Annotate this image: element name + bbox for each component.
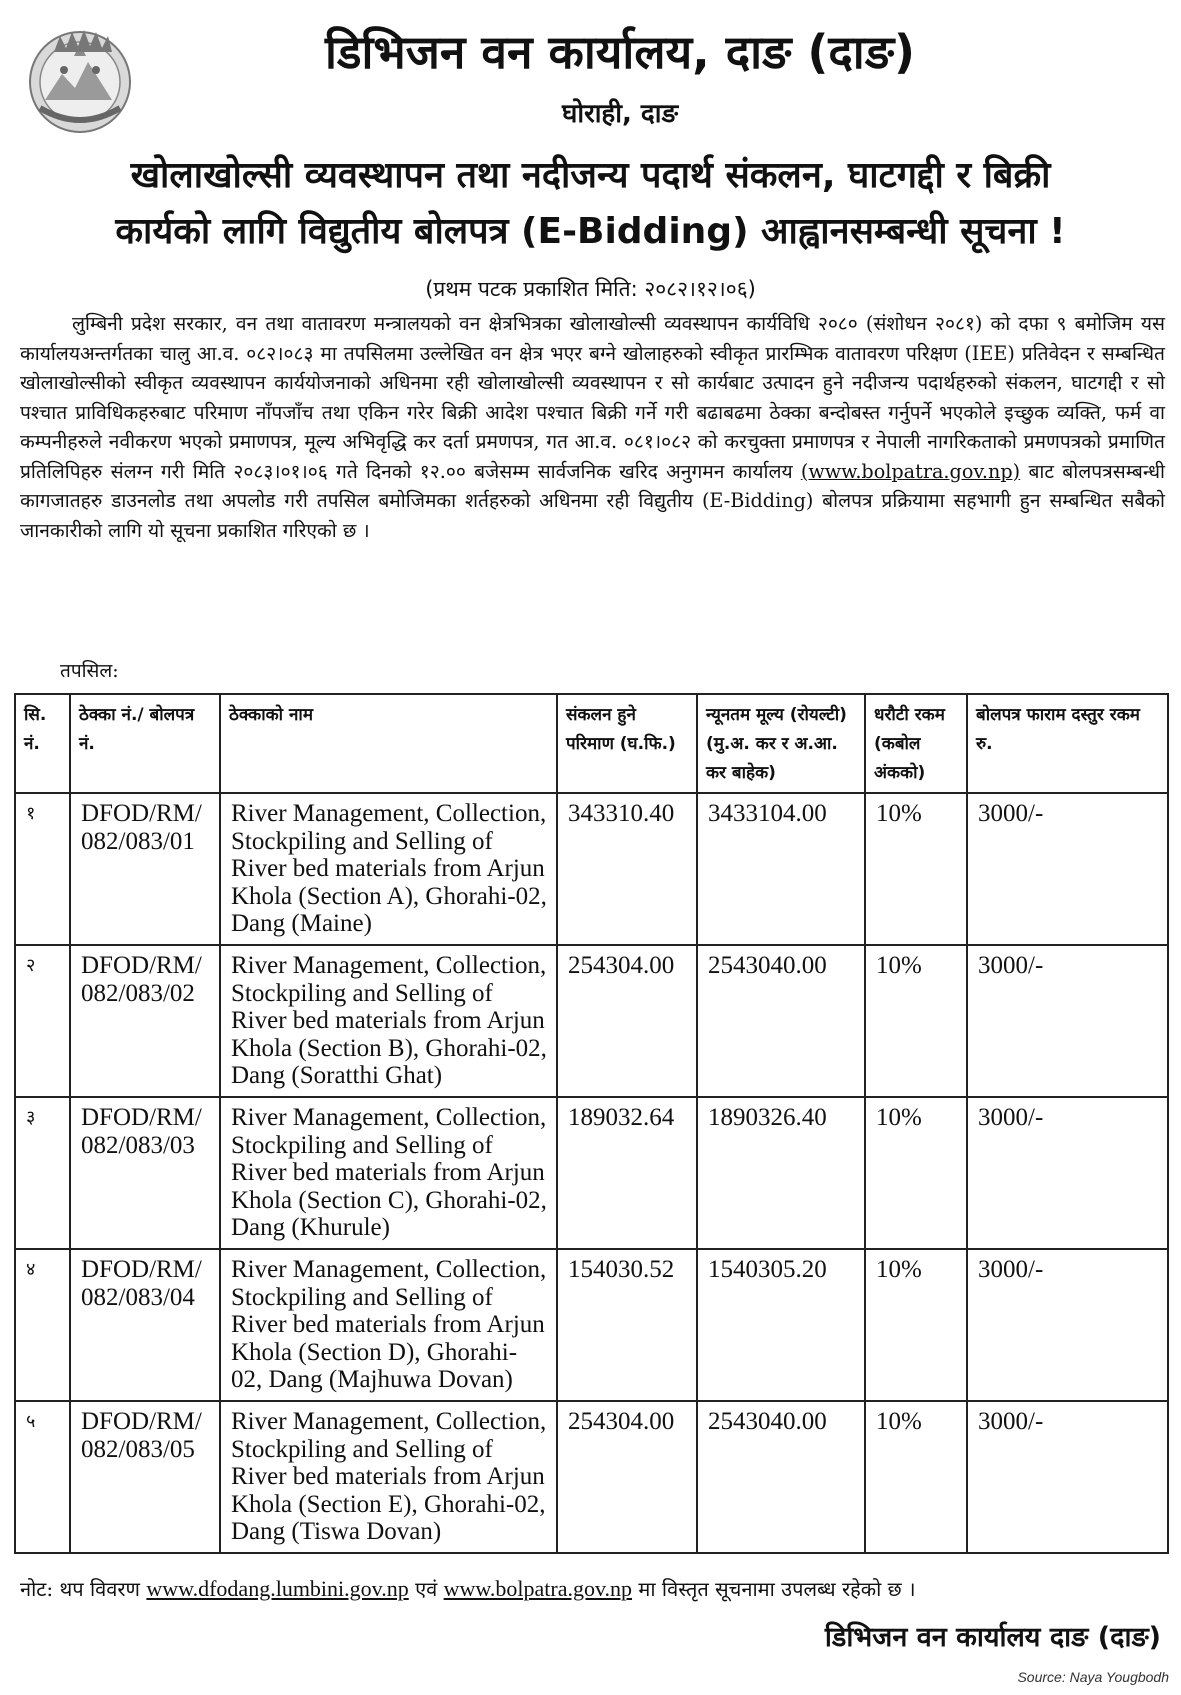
dfodang-website-link[interactable]: www.dfodang.lumbini.gov.np [146, 1576, 409, 1601]
schedule-label: तपसिल: [60, 660, 119, 682]
headline-line-1: खोलाखोल्सी व्यवस्थापन तथा नदीजन्य पदार्थ संकलन, घाटगद्दी र बिक्री [130, 155, 1051, 196]
cell-form-fee: 3000/- [967, 1097, 1168, 1249]
nepal-government-emblem-icon [20, 22, 140, 140]
cell-deposit: 10% [865, 945, 967, 1097]
header-serial-number: सि. नं. [15, 694, 70, 793]
cell-form-fee: 3000/- [967, 793, 1168, 945]
source-credit: Source: Naya Yougbodh [1017, 1669, 1169, 1685]
office-title: डिभिजन वन कार्यालय, दाङ (दाङ) [324, 25, 916, 79]
header-deposit: धरौटी रकम (कबोल अंकको) [865, 694, 967, 793]
cell-serial-number: ५ [15, 1401, 70, 1553]
publication-date: (प्रथम पटक प्रकाशित मिति: २०८२।१२।०६) [425, 277, 756, 301]
body-text-part-1: लुम्बिनी प्रदेश सरकार, वन तथा वातावरण मन्त्रालयको वन क्षेत्रभित्रका खोलाखोल्सी व्यवस्थापन कार्यविधि २०८० (संशोधन २०८१) को दफा ९ बमोजिम यस कार्यालयअन्तर्गतका चालु आ.व. ०८२।०८३ मा तपसिलमा उल्लेखित वन क्षेत्र भएर बग्ने खोलाहरुको स्वीकृत प्रारम्भिक वातावरण परिक्षण (IEE) प्रतिवेदन र सम्बन्धित खोलाखोल्सीको स्वीकृत व्यवस्थापन कार्ययोजनाको अधिनमा रही खोलाखोल्सी व्यवस्थापन र सो कार्यबाट उत्पादन हुने नदीजन्य पदार्थहरुको संकलन, घाटगद्दी र सो पश्चात प्राविधिकहरुबाट परिमाण नाँपजाँच तथा एकिन गरेर बिक्री आदेश पश्चात बिक्री गर्ने गरी बढाबढमा ठेक्का बन्दोबस्त गर्नुपर्ने भएकोले इच्छुक व्यक्ति, फर्म वा कम्पनीहरुले नवीकरण भएको प्रमाणपत्र, मूल्य अभिवृद्धि कर दर्ता प्रमणपत्र, गत आ.व. ०८१।०८२ को करचुक्ता प्रमाणपत्र र नेपाली नागरिकताको प्रमणपत्रको प्रमाणित प्रतिलिपिहरु संलग्न गरी मिति २०८३।०१।०६ गते दिनको १२.०० बजेसम्म सार्वजनिक खरिद अनुगमन कार्यालय [20, 312, 1165, 483]
cell-serial-number: ४ [15, 1249, 70, 1401]
table-row [15, 793, 1168, 945]
cell-contract-name: River Management, Collection, Stockpiling and Selling of River bed materials from Arjun Khola (Section C), Ghorahi-02, Dang (Khurule) [220, 1097, 557, 1249]
cell-quantity: 154030.52 [557, 1249, 697, 1401]
header-minimum-price: न्यूनतम मूल्य (रोयल्टी) (मु.अ. कर र अ.आ. कर बाहेक) [697, 694, 865, 793]
cell-deposit: 10% [865, 1097, 967, 1249]
cell-contract-number: DFOD/RM/ 082/083/02 [70, 945, 220, 1097]
header-quantity: संकलन हुने परिमाण (घ.फि.) [557, 694, 697, 793]
cell-contract-name: River Management, Collection, Stockpiling and Selling of River bed materials from Arjun Khola (Section D), Ghorahi-02, Dang (Majhuwa Dovan) [220, 1249, 557, 1401]
cell-deposit: 10% [865, 1401, 967, 1553]
cell-quantity: 254304.00 [557, 1401, 697, 1553]
header-contract-number: ठेक्का नं./ बोलपत्र नं. [70, 694, 220, 793]
cell-form-fee: 3000/- [967, 1401, 1168, 1553]
note-conjunction: एवं [415, 1577, 438, 1601]
bolpatra-website-link[interactable]: www.bolpatra.gov.np [443, 1576, 633, 1601]
cell-contract-number: DFOD/RM/ 082/083/01 [70, 793, 220, 945]
cell-quantity: 189032.64 [557, 1097, 697, 1249]
table-row [15, 1401, 1168, 1553]
cell-contract-name: River Management, Collection, Stockpiling and Selling of River bed materials from Arjun Khola (Section E), Ghorahi-02, Dang (Tiswa Dovan) [220, 1401, 557, 1553]
cell-minimum-price: 2543040.00 [697, 1401, 865, 1553]
cell-deposit: 10% [865, 793, 967, 945]
cell-quantity: 343310.40 [557, 793, 697, 945]
table-row [15, 1097, 1168, 1249]
cell-contract-number: DFOD/RM/ 082/083/05 [70, 1401, 220, 1553]
footer-note [20, 1573, 1165, 1605]
cell-minimum-price: 1890326.40 [697, 1097, 865, 1249]
table-row [15, 1249, 1168, 1401]
note-suffix: मा विस्तृत सूचनामा उपलब्ध रहेको छ । [638, 1577, 916, 1601]
bid-schedule-table [14, 693, 1169, 1554]
cell-minimum-price: 3433104.00 [697, 793, 865, 945]
cell-form-fee: 3000/- [967, 1249, 1168, 1401]
cell-serial-number: २ [15, 945, 70, 1097]
table-row [15, 945, 1168, 1097]
note-prefix: नोट: थप विवरण [20, 1577, 141, 1601]
notice-headline [10, 148, 1171, 260]
cell-serial-number: १ [15, 793, 70, 945]
header-contract-name: ठेक्काको नाम [220, 694, 557, 793]
cell-contract-number: DFOD/RM/ 082/083/04 [70, 1249, 220, 1401]
cell-minimum-price: 2543040.00 [697, 945, 865, 1097]
cell-contract-name: River Management, Collection, Stockpiling and Selling of River bed materials from Arjun Khola (Section A), Ghorahi-02, Dang (Maine) [220, 793, 557, 945]
cell-deposit: 10% [865, 1249, 967, 1401]
bolpatra-link[interactable]: (www.bolpatra.gov.np) [800, 459, 1021, 483]
cell-minimum-price: 1540305.20 [697, 1249, 865, 1401]
cell-contract-number: DFOD/RM/ 082/083/03 [70, 1097, 220, 1249]
body-text-part-2: बाट बोलपत्रसम्बन्धी कागजातहरु डाउनलोड तथा अपलोड गरी तपसिल बमोजिमका शर्तहरुको अधिनमा रही विद्युतीय (E-Bidding) बोलपत्र प्रक्रियामा सहभागी हुन सम्बन्धित सबैको जानकारीको लागि यो सूचना प्रकाशित गरिएको छ । [20, 459, 1165, 542]
table-header-row [15, 694, 1168, 793]
office-location: घोराही, दाङ [561, 99, 679, 129]
headline-line-2: कार्यको लागि विद्युतीय बोलपत्र (E-Bidding) आह्वानसम्बन्धी सूचना ! [115, 211, 1066, 252]
cell-quantity: 254304.00 [557, 945, 697, 1097]
notice-body [20, 309, 1165, 545]
header-form-fee: बोलपत्र फाराम दस्तुर रकम रु. [967, 694, 1168, 793]
cell-serial-number: ३ [15, 1097, 70, 1249]
office-signature: डिभिजन वन कार्यालय दाङ (दाङ) [824, 1622, 1161, 1653]
cell-form-fee: 3000/- [967, 945, 1168, 1097]
cell-contract-name: River Management, Collection, Stockpiling and Selling of River bed materials from Arjun Khola (Section B), Ghorahi-02, Dang (Soratthi Ghat) [220, 945, 557, 1097]
